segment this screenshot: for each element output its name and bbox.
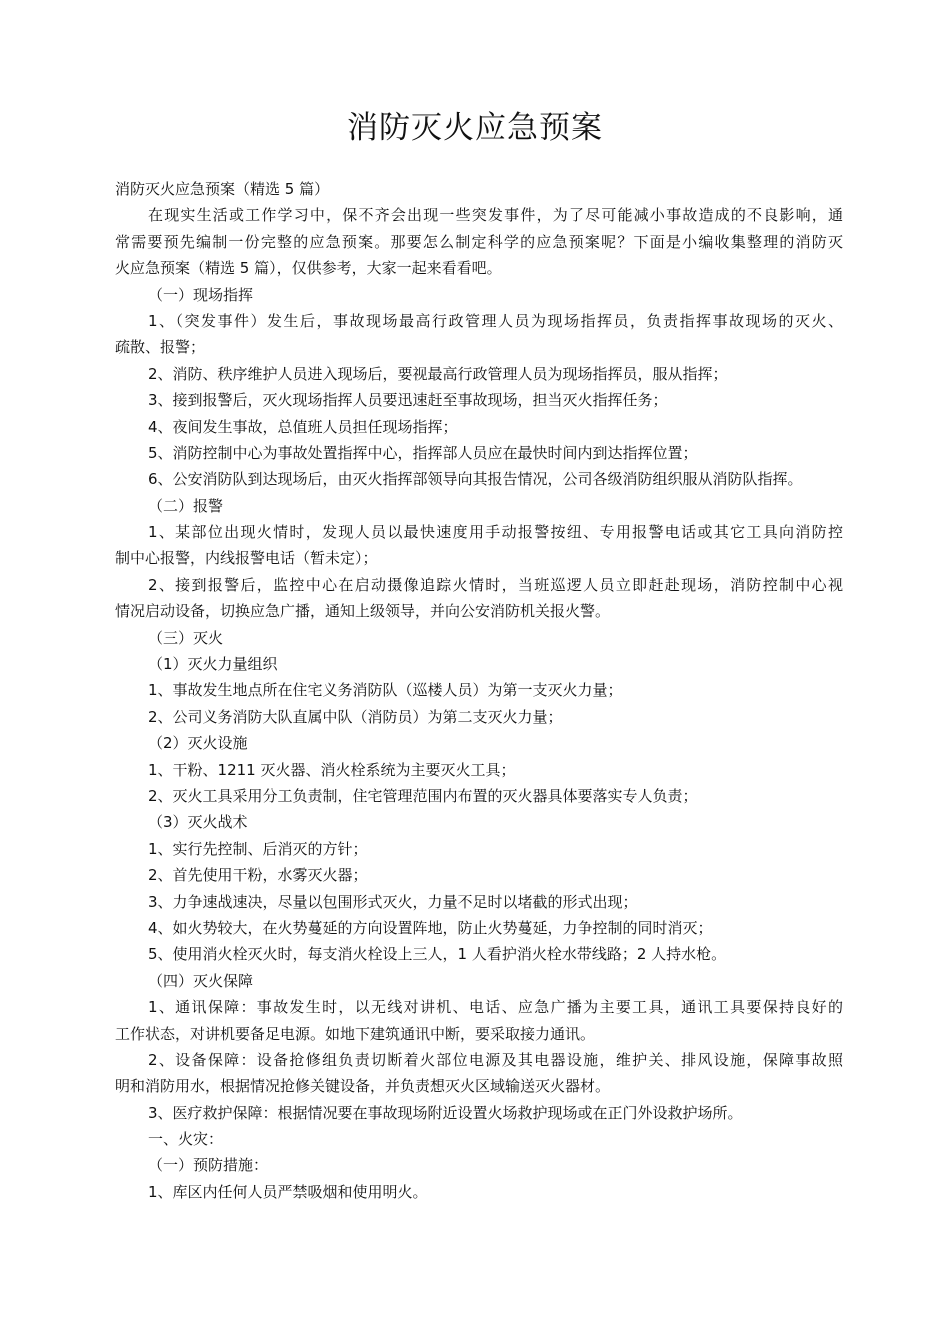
text-line: （3）灭火战术: [148, 813, 248, 832]
text-line: （二）报警: [148, 496, 224, 515]
text-line: 1、实行先控制、后消灭的方针；: [148, 839, 368, 858]
text-line: 1、事故发生地点所在住宅义务消防队（巡楼人员）为第一支灭火力量；: [148, 681, 623, 700]
text-line: 2、公司义务消防大队直属中队（消防员）为第二支灭火力量；: [148, 707, 563, 726]
text-line: 疏散、报警；: [115, 338, 206, 357]
text-line: 3、力争速战速决，尽量以包围形式灭火，力量不足时以堵截的形式出现；: [148, 892, 638, 911]
text-line: 一、火灾：: [148, 1130, 224, 1149]
text-line: 4、如火势较大，在火势蔓延的方向设置阵地，防止火势蔓延，力争控制的同时消灭；: [148, 918, 713, 937]
text-line: （1）灭火力量组织: [148, 655, 278, 674]
text-line: 明和消防用水，根据情况抢修关键设备，并负责想灭火区域输送灭火器材。: [115, 1077, 611, 1096]
text-line: 6、公安消防队到达现场后，由灭火指挥部领导向其报告情况，公司各级消防组织服从消防队指挥。: [148, 470, 803, 489]
text-line: 3、医疗救护保障：根据情况要在事故现场附近设置火场救护现场或在正门外设救护场所。: [148, 1103, 743, 1122]
text-line: 制中心报警，内线报警电话（暂未定）；: [115, 549, 378, 568]
text-line: 1、库区内任何人员严禁吸烟和使用明火。: [148, 1182, 428, 1201]
text-line: 5、使用消火栓灭火时，每支消火栓设上三人，1 人看护消火栓水带线路；2 人持水枪。: [148, 945, 727, 964]
text-line: 情况启动设备，切换应急广播，通知上级领导，并向公安消防机关报火警。: [115, 602, 611, 621]
text-line: 1、通讯保障：事故发生时，以无线对讲机、电话、应急广播为主要工具，通讯工具要保持良好的: [148, 998, 843, 1017]
text-line: 火应急预案（精选 5 篇），仅供参考，大家一起来看看吧。: [115, 259, 502, 278]
text-line: 5、消防控制中心为事故处置指挥中心，指挥部人员应在最快时间内到达指挥位置；: [148, 443, 698, 462]
text-line: （一）现场指挥: [148, 285, 254, 304]
text-line: 1、干粉、1211 灭火器、消火栓系统为主要灭火工具；: [148, 760, 516, 779]
text-line: 2、首先使用干粉，水雾灭火器；: [148, 866, 368, 885]
text-line: 消防灭火应急预案（精选 5 篇）: [115, 180, 330, 198]
text-line: 2、接到报警后，监控中心在启动摄像追踪火情时，当班巡逻人员立即赶赴现场，消防控制中心视: [148, 575, 843, 594]
text-line: 工作状态，对讲机要备足电源。如地下建筑通讯中断，要采取接力通讯。: [115, 1024, 596, 1043]
text-line: （三）灭火: [148, 628, 224, 647]
text-line: 在现实生活或工作学习中，保不齐会出现一些突发事件，为了尽可能减小事故造成的不良影响，通: [148, 206, 843, 225]
text-line: 1、某部位出现火情时，发现人员以最快速度用手动报警按纽、专用报警电话或其它工具向消防控: [148, 523, 843, 542]
document-title: 消防灭火应急预案: [347, 110, 603, 146]
text-line: 3、接到报警后，灭火现场指挥人员要迅速赶至事故现场，担当灭火指挥任务；: [148, 391, 668, 410]
text-line: 2、灭火工具采用分工负责制，住宅管理范围内布置的灭火器具体要落实专人负责；: [148, 786, 698, 805]
text-line: （2）灭火设施: [148, 734, 248, 753]
text-line: （四）灭火保障: [148, 971, 254, 990]
text-line: （一）预防措施：: [148, 1156, 269, 1175]
text-line: 1、（突发事件）发生后，事故现场最高行政管理人员为现场指挥员，负责指挥事故现场的灭火、: [148, 311, 843, 330]
text-line: 常需要预先编制一份完整的应急预案。那要怎么制定科学的应急预案呢？下面是小编收集整理的消防灭: [115, 232, 843, 251]
text-line: 2、设备保障：设备抢修组负责切断着火部位电源及其电器设施，维护关、排风设施，保障事故照: [148, 1050, 843, 1069]
text-line: 4、夜间发生事故，总值班人员担任现场指挥；: [148, 417, 458, 436]
document-body: [115, 176, 843, 1205]
text-line: 2、消防、秩序维护人员进入现场后，要视最高行政管理人员为现场指挥员，服从指挥；: [148, 364, 728, 383]
